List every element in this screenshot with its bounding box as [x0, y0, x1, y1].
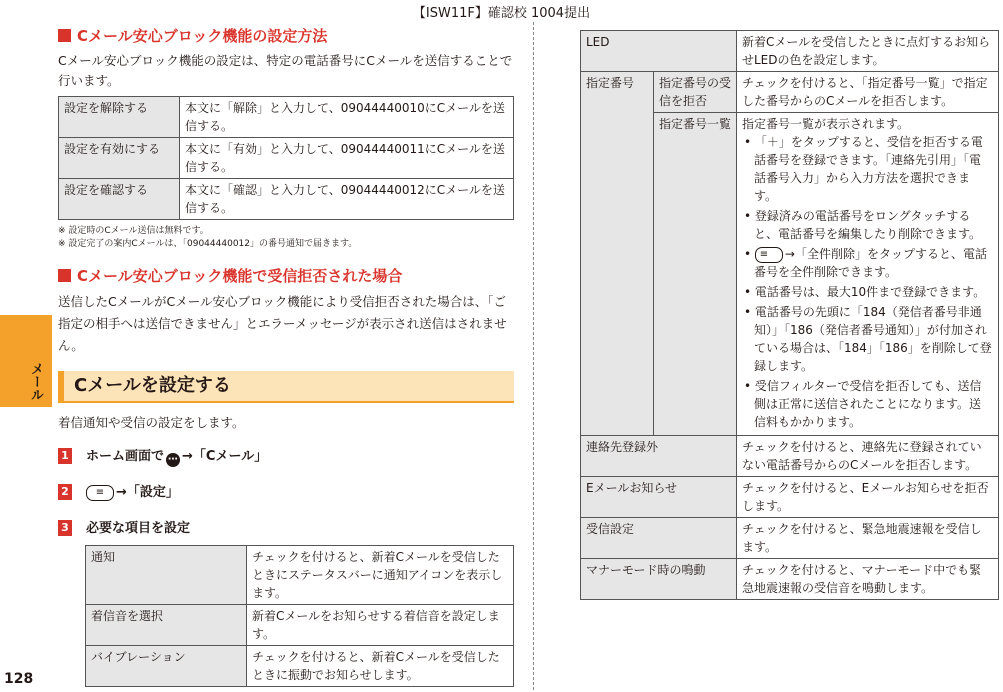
table-row	[581, 436, 999, 477]
right-column	[580, 30, 999, 600]
step-1: 1 ホーム画面で ⋯ →「Cメール」	[58, 445, 514, 469]
table-key: 指定番号	[581, 72, 654, 436]
table-value: チェックを付けると、新着Cメールを受信したときに振動でお知らせします。	[247, 646, 514, 687]
table-key: 設定を確認する	[59, 179, 180, 220]
page-number: 128	[4, 671, 34, 687]
table-row	[59, 138, 514, 179]
table-row	[581, 31, 999, 72]
table-value: 新着Cメールを受信したときに点灯するお知らせLEDの色を設定します。	[737, 31, 999, 72]
table-value: チェックを付けると、連絡先に登録されていない電話番号からのCメールを拒否します。	[737, 436, 999, 477]
cmail-settings-table-continued	[580, 30, 999, 600]
note: ※ 設定完了の案内Cメールは、「09044440012」の番号通知で届きます。	[58, 239, 358, 249]
list-item: • 受信フィルターで受信を拒否しても、送信側は正常に送信されたことになります。送信料もかかります。	[754, 377, 993, 431]
table-row	[86, 546, 514, 605]
table-value: 新着Cメールをお知らせする着信音を設定します。	[247, 605, 514, 646]
table-row	[581, 477, 999, 518]
page-header: 【ISW11F】確認校 1004提出	[412, 6, 591, 21]
step-3: 3 必要な項目を設定	[58, 517, 514, 541]
section-title: Cメール安心ブロック機能の設定方法	[58, 25, 514, 47]
table-subkey: 指定番号一覧	[654, 113, 737, 436]
table-key: 受信設定	[581, 518, 737, 559]
section-desc: Cメール安心ブロック機能の設定は、特定の電話番号にCメールを送信することで行います。	[58, 53, 513, 88]
left-column	[58, 25, 514, 687]
heading-desc: 着信通知や受信の設定をします。	[58, 415, 245, 430]
chapter-label: メール	[28, 362, 43, 401]
table-value: チェックを付けると、「指定番号一覧」で指定した番号からのCメールを拒否します。	[737, 72, 999, 113]
table-key: LED	[581, 31, 737, 72]
table-value: 指定番号一覧が表示されます。 • 「＋」をタップすると、受信を拒否する電話番号を登録できます。「連絡先引用」「電話番号入力」から入力方法を選択できます。 • 登録済みの電話番号をロングタッチすると、電話番号を編集したり削除できます。 • ≡ →「全件削除」をタップすると、電話番号を全件削除できます。 • 電話番号は、最大10件まで登録できます。 • 電話番号の先頭に「184（発信者番号非通知）」「186（発信者番号通知）」が付加されている場合は、「184」「186」を削除して登録します。 • 受信フィルターで受信を拒否しても、送信側は正常に送信されたことになります。送信料もかかります。	[737, 113, 999, 436]
table-value: 本文に「有効」と入力して、09044440011にCメールを送信する。	[180, 138, 514, 179]
table-key: Eメールお知らせ	[581, 477, 737, 518]
table-key: 設定を有効にする	[59, 138, 180, 179]
table-key: マナーモード時の鳴動	[581, 559, 737, 600]
table-key: バイブレーション	[86, 646, 247, 687]
list-item: • ≡ →「全件削除」をタップすると、電話番号を全件削除できます。	[754, 245, 993, 281]
table-value: チェックを付けると、新着Cメールを受信したときにステータスバーに通知アイコンを表示します。	[247, 546, 514, 605]
list-item: • 「＋」をタップすると、受信を拒否する電話番号を登録できます。「連絡先引用」「電話番号入力」から入力方法を選択できます。	[754, 133, 993, 205]
table-row	[59, 179, 514, 220]
table-key: 設定を解除する	[59, 97, 180, 138]
table-value: チェックを付けると、Eメールお知らせを拒否します。	[737, 477, 999, 518]
table-value: チェックを付けると、マナーモード中でも緊急地震速報の受信音を鳴動します。	[737, 559, 999, 600]
table-row	[581, 72, 999, 113]
table-value: 本文に「解除」と入力して、09044440010にCメールを送信する。	[180, 97, 514, 138]
block-settings-table	[58, 96, 514, 220]
table-key: 通知	[86, 546, 247, 605]
square-bullet-icon	[58, 269, 71, 282]
table-value: 本文に「確認」と入力して、09044440012にCメールを送信する。	[180, 179, 514, 220]
table-row	[581, 518, 999, 559]
table-row	[86, 605, 514, 646]
table-row	[86, 646, 514, 687]
bullet-list	[742, 133, 993, 431]
table-row	[59, 97, 514, 138]
list-item: • 電話番号の先頭に「184（発信者番号非通知）」「186（発信者番号通知）」が付加されている場合は、「184」「186」を削除して登録します。	[754, 303, 993, 375]
table-key: 連絡先登録外	[581, 436, 737, 477]
table-subkey: 指定番号の受信を拒否	[654, 72, 737, 113]
table-key: 着信音を選択	[86, 605, 247, 646]
list-item: • 電話番号は、最大10件まで登録できます。	[754, 283, 993, 301]
section-desc: 送信したCメールがCメール安心ブロック機能により受信拒否された場合は、「ご指定の相手へは送信できません」とエラーメッセージが表示され送信はされません。	[58, 294, 507, 353]
section-title: Cメール安心ブロック機能で受信拒否された場合	[58, 265, 514, 287]
column-divider	[533, 22, 534, 690]
apps-icon: ⋯	[168, 454, 179, 465]
chapter-heading: Cメールを設定する	[58, 371, 514, 403]
table-value: チェックを付けると、緊急地震速報を受信します。	[737, 518, 999, 559]
square-bullet-icon	[58, 29, 71, 42]
menu-key-icon: ≡	[755, 247, 783, 263]
cmail-settings-table	[85, 545, 514, 687]
menu-key-icon: ≡	[86, 485, 114, 501]
step-2: 2 ≡ →「設定」	[58, 481, 514, 505]
list-item: • 登録済みの電話番号をロングタッチすると、電話番号を編集したり削除できます。	[754, 207, 993, 243]
table-row	[581, 559, 999, 600]
note: ※ 設定時のCメール送信は無料です。	[58, 226, 209, 236]
